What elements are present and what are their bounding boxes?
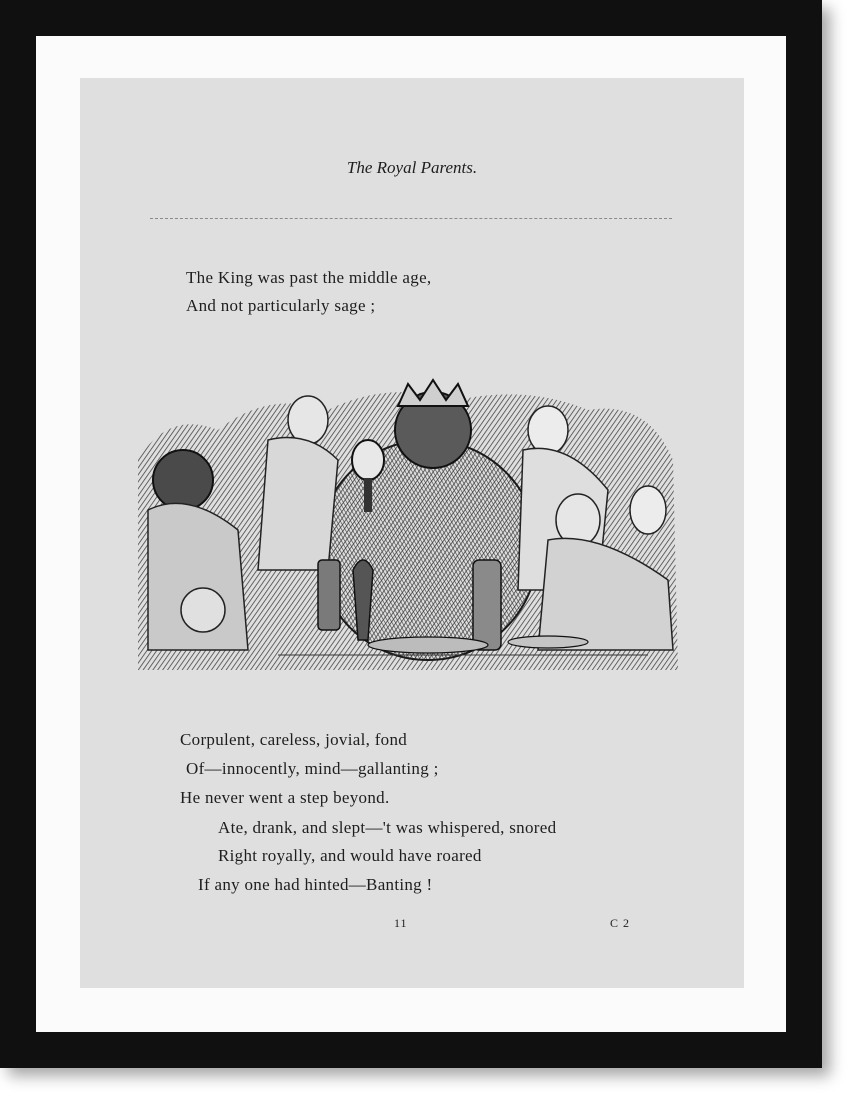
verse-line: And not particularly sage ; [186,296,376,315]
verse-line: Of—innocently, mind—gallanting ; [186,759,439,778]
header-rule [150,218,672,219]
running-head: The Royal Parents. [346,158,478,177]
verse-line: If any one had hinted—Banting ! [198,875,433,894]
book-page [80,78,744,988]
page-number: 11 [394,916,408,930]
signature-mark: C 2 [610,916,631,930]
feast-illustration [128,370,688,690]
verse-line: Right royally, and would have roared [218,846,482,865]
verse-line: Corpulent, careless, jovial, fond [180,730,408,749]
verse-line: Ate, drank, and slept—'t was whispered, snored [218,818,557,837]
verse-line: He never went a step beyond. [180,788,390,807]
verse-line: The King was past the middle age, [186,268,432,287]
